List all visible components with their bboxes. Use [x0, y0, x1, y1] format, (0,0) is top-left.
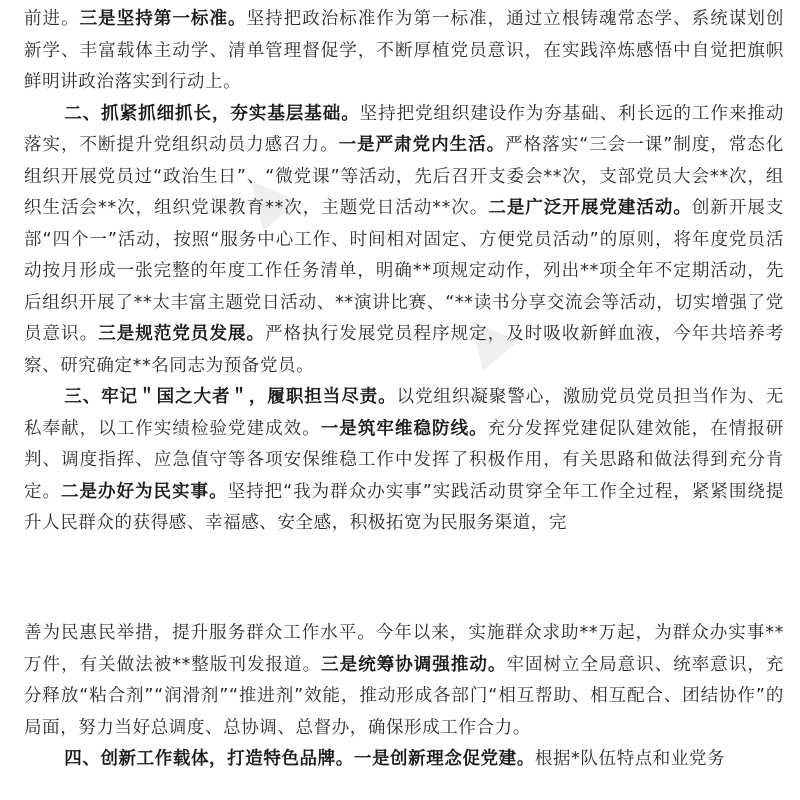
paragraph	[24, 382, 784, 540]
body-text: 以党组织凝聚警心，激励党员党员担当作为、无私奉献，以工作实绩检验党建成效。	[24, 387, 784, 439]
background-watermark: ▲ ▲	[222, 153, 524, 377]
bold-heading-text: 一是严肃党内生活。	[338, 135, 506, 155]
body-text: 坚持把党组织建设作为夯基础、利长远的工作来推动落实，不断提升党组织动员力感召力。	[24, 103, 784, 155]
bold-heading-text: 三、牢记＂国之大者＂，履职担当尽责。	[64, 387, 397, 407]
bold-heading-text: 二、抓紧抓细抓长，夯实基层基础。	[64, 103, 360, 124]
body-text: 前进。	[24, 9, 80, 29]
bold-heading-text: 一是筑牢维稳防线。	[320, 418, 488, 439]
body-text: 善为民惠民举措，提升服务群众工作水平。今年以来，实施群众求助**万起，为群众办实事**万件，有关做法被**整版刊发报道。	[24, 623, 784, 675]
body-text: 根据*队伍特点和业党务	[534, 749, 726, 769]
bold-heading-text: 三是坚持第一标准。	[79, 9, 247, 29]
bold-heading-text: 二是广泛开展党建活动。	[488, 198, 692, 218]
body-text: 牢固树立全局意识、统率意识，充分释放“粘合剂”“润滑剂”“推进剂”效能，推动形成各部门“相互帮助、相互配合、团结协作”的局面，努力当好总调度、总协调、总督办，确保形成工作合力。	[24, 654, 785, 738]
paragraph	[24, 99, 784, 383]
body-text: 坚持把政治标准作为第一标准，通过立根铸魂常态学、系统谋划创新学、丰富载体主动学、清单管理督促学，不断厚植党员意识，在实践淬炼感悟中自觉把旗帜鲜明讲政治落实到行动上。	[24, 9, 784, 92]
document-page-block-lower	[24, 618, 784, 776]
bold-heading-text: 一是创新理念促党建。	[353, 749, 535, 769]
document-page-block-upper	[24, 4, 784, 540]
body-text: 严格执行发展党员程序规定，及时吸收新鲜血液，今年共培养考察、研究确定**名同志为预备党员。	[24, 324, 784, 376]
paragraph	[24, 744, 784, 776]
body-text: 坚持把“我为群众办实事”实践活动贯穿全年工作全过程，紧紧围绕提升人民群众的获得感、幸福感、安全感，积极拓宽为民服务渠道，完	[24, 481, 784, 533]
paragraph	[24, 4, 784, 99]
bold-heading-text: 三是规范党员发展。	[98, 324, 266, 344]
bold-heading-text: 二是办好为民实事。	[61, 481, 228, 502]
paragraph	[24, 618, 784, 744]
body-text: 充分发挥党建促队建效能，在情报研判、调度指挥、应急值守等各项安保维稳工作中发挥了积极作用，有关思路和做法得到充分肯定。	[24, 418, 784, 502]
body-text: 严格落实“三会一课”制度，常态化组织开展党员过“政治生日”、“微党课”等活动，先后召开支委会**次，支部党员大会**次，组织生活会**次，组织党课教育**次，主题党日活动**次。	[24, 135, 784, 218]
bold-heading-text: 四、创新工作载体，打造特色品牌。	[64, 749, 354, 769]
bold-heading-text: 三是统筹协调强推动。	[321, 654, 507, 675]
body-text: 创新开展支部“四个一”活动，按照“服务中心工作、时间相对固定、方便党员活动”的原则，将年度党员活动按月形成一张完整的年度工作任务清单，明确**项规定动作，列出**项全年不定期活动，先后组织开展了**太丰富主题党日活动、**演讲比赛、“**读书分享交流会等活动，切实增强了党员意识。	[24, 198, 784, 344]
